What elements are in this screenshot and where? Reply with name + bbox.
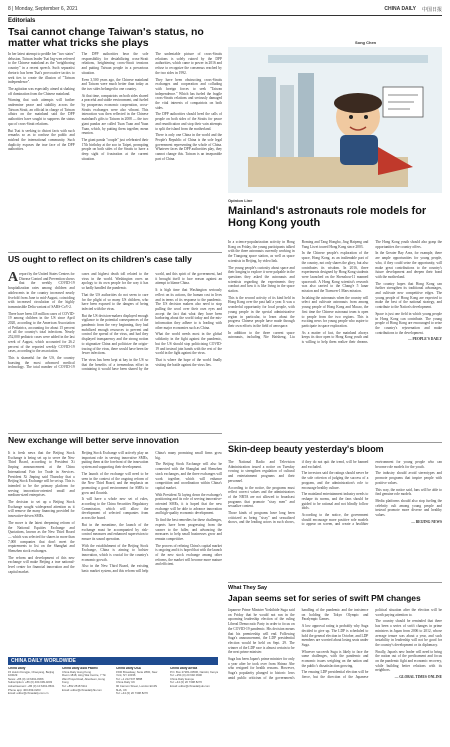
paragraph: There have been 4.8 million cases of COVID-19 among children in the US since April 2020, according to the American Association of Pediatrics, accounting for about 15 percent of all the country's total infections. Nearly 252,000 pediatric cases were added in the last week of August, which accounted for 26.2 percent of the reported weekly COVID-19 cases, according to the association. xyxy=(8,311,75,354)
astronaut-headline: Mainland's astronauts role models for Hong Kong youth xyxy=(228,205,427,229)
contact-line: Email: editor@chinadaily.com.cn xyxy=(8,691,49,696)
paragraph: A report by the United States Centers for Disease Control and Prevention shows that the weekly COVID-19 hospitalization rates among children and adolescents in the country increased nearly fivefold from June to mid-August, coinciding with increased circulation of the highly transmissible Delta variant of SARS-CoV-2. xyxy=(8,270,75,309)
japan-body xyxy=(228,608,442,743)
section-editorials: Editorials xyxy=(8,18,36,24)
paragraph: Suga has been Japan's prime minister for only a year after he took over from Shinzo Abe who resigned for health reasons. However, Suga's popularity plunged to historic lows amid public criticism of the government's handling of the pandemic and the insistence on holding the Tokyo Olympic and Paralympic Games. xyxy=(228,608,369,680)
contact-line: Email: editor@chinadailyuk.com xyxy=(170,683,210,688)
divider-3 xyxy=(228,442,442,443)
illustration-credit: Song Chen xyxy=(355,40,377,45)
contact-column xyxy=(170,667,218,741)
paragraph: That is where the hope of the world finally visiting the battle against the virus lies. xyxy=(155,357,222,367)
paragraph: Whoever succeeds Suga is likely to face the same challenges, with the pandemic and economic issues weighing on the nation and the public's dissatisfaction growing. xyxy=(301,649,369,668)
paragraph: According to the notice, the programs must reflect correct values and the administrators of the NRTA are not allowed to broadcast programs that promote "sissy men" and sexualize content. xyxy=(228,485,295,509)
paragraph: Also in the New Third Board, the existing basic market system, and this reform will help China's many promising small firms grow big. xyxy=(81,451,222,574)
drop-cap: A xyxy=(8,270,19,285)
contact-line: Tel: +1 212 537 8888 xyxy=(116,676,143,681)
paragraph: The ensuing LDP presidential election will be fierce, but the direction of the Japanese political situation after the election will be worth paying attention to. xyxy=(301,608,442,680)
contact-line: 90 Cannon Street, London EC4N 6HA, UK xyxy=(116,683,158,692)
paragraph: Media platforms should also stop fueling the celebrity cult among young people and instead promote more diverse and healthy values. xyxy=(375,498,442,518)
paragraph: There is only one China in the world and the People's Republic of China is the sole legal government representing the whole of China. Whatever faces the DPP authorities play, they cannot change this. Taiwan is an inseparable part of China. xyxy=(155,133,222,161)
paragraph: A low approval rating is probably why Suga decided to give up. The LDP is scheduled to hold the general election in October, and LDP members are worried about losing seats under Suga. xyxy=(301,624,369,647)
paragraph: The Beijing Stock Exchange will also be connected with the Shanghai and Shenzhen stock exchanges, and the three exchanges will work together, which will enhance competition and coordination within China's capital market. xyxy=(155,462,222,490)
contact-line: Tel: +852 2518 5111 xyxy=(62,683,88,688)
paragraph: Warning that such attempts will further undermine peace and stability across the Taiwan Strait, an official in charge of Taiwan affairs on the mainland said the DPP authorities have sought to suppress the status quo of cross-Strait relations. xyxy=(8,98,75,126)
divider-2 xyxy=(8,433,222,434)
page-header xyxy=(8,4,442,14)
paragraph: It is high time that Washington seriously reflect on its actions, the human cost in lives and in terms of its response to the pandemic. The US decision makers also need to stop pulling the wool over their own eyes and accept the fact that what they have been harboring about the world today and the mis-information they adhere to is leading with other major economies such as China. xyxy=(155,288,222,330)
contact-office-name: China Daily Africa xyxy=(170,667,198,670)
paragraph: What the world needs most in the global solidarity in the fight against the pandemic, but the US should stop politicizing COVID-19 and instead join hands with the rest of the world in the fight against the virus. xyxy=(155,332,222,356)
paragraph: The DPP authorities bear the sole responsibility for destabilizing cross-Strait relations, heightening cross-Strait tensions and putting Taiwan people in a precarious situation. xyxy=(81,52,149,75)
contact-line: Tel: +254 (0) 20 692 0900 xyxy=(170,673,202,678)
contact-line: 1500 Broadway, Suite 2800, New York, NY 10036 xyxy=(116,669,158,678)
contact-line: Phone app: 400-699-0203 xyxy=(8,687,41,692)
contact-column xyxy=(62,667,110,741)
editorial-cartoon xyxy=(228,47,442,193)
paragraph: But Tsai is seeking to distort facts with such remarks so as to confuse the public and mislead the international community. Such duplicity exposes the true face of the DPP authorities. xyxy=(8,128,75,152)
paragraph: This is the second activity of its kind held in Hong Kong over the past half a year. It was a wonderful opportunity for local people, with young people in the special administrative region in particular, to learn about the progress Chinese people have made through their own efforts in the field of aerospace. xyxy=(228,295,295,328)
japan-headline: Japan seems set for series of swift PM changes xyxy=(228,593,421,603)
paragraph: The country hopes that Hong Kong can further strengthen its traditional advantages, and cultivate new competitive edges. The young people of Hong Kong are expected to make the best of the national strategy, and contribute to the Nation's development. xyxy=(375,281,442,310)
brand-name-cn: 中国日报 xyxy=(421,6,442,13)
paragraph: The agitation was especially aimed at shaking off domination from the Chinese mainland. xyxy=(8,86,75,96)
skin-body xyxy=(228,460,442,580)
divider-4 xyxy=(228,582,442,583)
paragraph: It is fresh news that the Beijing Stock Exchange is being set up to serve the New Third Board, according to President Xi Jinping announcement at the China International Fair for Trade in Services. President Xi Jinping said Thursday that a Beijing Stock Exchange will be set up. This is intended to be the primary platform for serving innovation-oriented small and medium-sized enterprises. xyxy=(8,451,75,498)
exchange-body xyxy=(8,451,222,654)
paragraph: As a matter of fact, the mainland always keeps its door open to Hong Kong youth and is willing to help them realize their dreams. The Hong Kong youth should also grasp the opportunities the country offers. xyxy=(301,240,442,345)
paragraph: The National Radio and Television Administration issued a notice on Tuesday vowing to strengthen regulation of cultural and entertainment programs and their personnel. xyxy=(228,460,295,483)
contact-line: Email: editor@chinadailyhk.com xyxy=(62,687,102,692)
paragraph: Japanese Prime Minister Yoshihide Suga said on Friday that he would not run in the upcoming leadership election of the ruling Liberal Democratic Party in order to focus on the COVID-19 pandemic. His decision means that his premiership will end. Following Suga's announcement, the LDP presidential election would be held on Sept. 29. The winner of the LDP race is almost certain to be the next prime minister. xyxy=(228,608,295,655)
paragraph: This way, the notice said, fans will be able to find genuine role models. xyxy=(375,487,442,497)
paragraph: In the Greater Bay Area, for example, there are ample opportunities for young people, who, if they could seize the opportunity, will make great contributions to the country's future development and deepen their bond with the motherland. xyxy=(375,251,442,279)
contact-line: China Daily UK xyxy=(116,680,135,685)
paragraph: With the establishment of the Beijing Stock Exchange, China is aiming to bolster innovation, which is crucial for the country's economic growth. xyxy=(81,543,149,562)
contact-office-name: China Daily USA xyxy=(116,667,141,670)
paragraph: In her latest attempt to peddle her "two states" delusion, Taiwan leader Tsai Ing-wen referred to the Chinese mainland as the "neighboring country" in a recent speech. Such separatist rhetoric has been Tsai's provocative tactics to seek ties to create the illusion of "Taiwan independence". xyxy=(8,52,75,85)
contact-column xyxy=(116,667,164,741)
contact-line: 15 Huixin Dongjie, Chaoyang, Beijing 100029 xyxy=(8,669,55,678)
astronaut-byline: Opinion Line xyxy=(228,198,253,203)
contact-line: News: +86 (0) 10 6491-8366 xyxy=(8,676,44,681)
contact-office-name: China Daily Asia Pacific xyxy=(62,667,99,670)
astronaut-body xyxy=(228,240,442,440)
paragraph: The young people's curiosity about space and their longing to explore it were palpable in the questions they asked the astronauts and scientists regarding the experiments they conduct and how it is like living in the space station. xyxy=(228,265,295,294)
paragraph: But in the meantime, the launch of the exchange must be accompanied by risk-control measures and enhanced supervision to ensure its sound operation. xyxy=(81,522,149,541)
contact-column xyxy=(8,667,56,741)
worldwide-contacts xyxy=(8,667,218,741)
paragraph: Those kinds of programs have long been criticized as being "sissy" and sexualized shows, and the leading actors in such shows, if they do not quit the trend, will be banned and excluded. xyxy=(228,460,369,525)
us-headline: US ought to reflect on its children's case tally xyxy=(8,254,192,264)
exchange-headline: New exchange will better serve innovation xyxy=(8,435,179,445)
skin-headline: Skin-deep beauty yesterday's bloom xyxy=(228,444,384,454)
paragraph: The process of refining China's capital market is ongoing and it is hoped that with the launch of the new stock exchange among other reforms, the market will become more mature and efficient. xyxy=(155,543,222,567)
masthead xyxy=(384,6,442,13)
contact-line: Tel: +44 (0) 20 7398 8270 xyxy=(170,680,202,685)
paragraph: The decision to set up a Beijing Stock Exchange sought widespread attention as it will remove the many financing provided for innovative-driven SMEs. xyxy=(8,500,75,519)
contact-line: China Daily Europe xyxy=(170,676,195,681)
paragraph: The mainland entertainment industry needs to reshape its norms, and the fans should be guided to be rational and not blindly follow idols. xyxy=(301,492,369,511)
contact-line: P.O. Box 27281-00506, Nairobi, Kenya xyxy=(170,669,218,674)
tsai-body xyxy=(8,52,222,252)
paragraph: According to the notice, the government should encourage more positive role models to appear on screen, and create a healthier environment for young people who can become role models for the youth. xyxy=(301,460,442,527)
tsai-headline: Tsai cannot change Taiwan's status, no matter what tricks she plays xyxy=(8,26,204,50)
us-body xyxy=(8,272,222,432)
paragraph: The virus has been kept at bay in the US so that the benefits of a tremendous effort in containing it would have been shared by the world, and this spirit of the government, had it brought itself to face reason against an attempt to blame China. xyxy=(81,272,222,372)
paragraph: But the US decision-makers displayed enough vigilance to the potential consequences of the pandemic from the very beginning, they had mobilized enough resources to prevent and control the spread of the virus, and had they displayed transparency and the strong notion to stigmatize China and politicize the origin-tracing of the virus, there would have been far fewer infections. xyxy=(81,313,149,356)
source-signature: — BEIJING NEWS xyxy=(411,519,442,524)
paragraph: In the Chinese people's exploration of the space, Hong Kong, as an inalienable part of the country, not only shares the glory, but also contributes its wisdom. In 2016, three experiments designed by Hong Kong students were launched on the Shenzhou-11 manned spacecraft. A Hong Kong scientist's research was also carried to the Chang'e 5 lunar mission and the Tianwen-1 Mars mission. xyxy=(301,251,369,294)
paragraph: Beijing Stock Exchange will actively play an important role in serving innovative SMEs, putting them at the forefront of the innovation system and supporting their development. xyxy=(81,451,149,470)
contact-line: Room 1818, Hing Wai Centre, 7 Tin Wan Praya Road, Aberdeen, Hong Kong xyxy=(62,673,107,685)
paragraph: In addition to the three current space astronauts, including Nie Haisheng, Liu Boming and Tang Hongbo, Jing Haipeng and Yang Liwei toured Hong Kong since 2003. xyxy=(228,240,369,340)
divider-1 xyxy=(8,252,222,253)
paragraph: It will have a whole new set of rules, according to the China Securities Regulatory Commission, which will allow the development of selected companies from across the board. xyxy=(81,497,149,521)
contact-line: China Daily Hong Kong xyxy=(62,669,92,674)
paragraph: Finally, Japan's new leader will need to bring the nation out of the predicament and focus on the pandemic fight and economic recovery, while building better relations with its neighbors. xyxy=(375,649,442,673)
paragraph: The reform and development of this new exchange will make Beijing a true national-level center for financial innovation and the capital market. xyxy=(8,555,75,574)
paragraph: With President Xi laying down the exchange's positioning and its role of serving innovative-oriented SMEs, it is hoped that the new exchange will be able to advance innovation and high-quality economic development. xyxy=(155,492,222,516)
paragraph: In taking the astronauts when the country will select and cultivate astronauts from among young people of Hong Kong and Macao, the first time the Chinese astronaut team is open to people from the two regions. This is exciting news for young people who aspire to participate in space exploration. xyxy=(301,295,369,328)
section-what-they-say: What They Say xyxy=(228,585,268,591)
paragraph: The DPP authorities should heed the calls of people on both sides of the Straits for peace and reunification and stop their vain attempts to split the island from the motherland. xyxy=(155,112,222,131)
worldwide-bar: CHINA DAILY WORLDWIDE xyxy=(8,657,218,665)
header-rule xyxy=(8,15,442,16)
paragraph: The country should be reminded that there has been a series of swift changes in prime ministers in Japan from 2006 to 2012, whose average tenure was about a year, and such instability in leadership will not be good for the country's development or its diplomacy. xyxy=(375,619,442,647)
source-signature: — GLOBAL TIMES ONLINE xyxy=(394,675,442,680)
paragraph: At that time, compatriots on both sides shared a peaceful and stable environment, and fueled by prosperous economic cooperation, cross-Straits exchanges were also vibrant. This interaction was then reflected in the Chinese mainland's gifts to Taiwan in 2008 — the two giant pandas are called Tuan Tuan and Yuan Yuan, which, by putting them together, mean reunion. xyxy=(81,93,149,136)
page-date: 8 | Monday, September 6, 2021 xyxy=(8,6,78,12)
paragraph: That the US authorities do not seem to care for the plight of so many US children, who have been exposed to the dangers of being infected with the virus. xyxy=(81,292,149,311)
paragraph: The giant panda "couple" just celebrated their 17th birthday at the zoo in Taipei, prompting people on both sides of the Straits to have a deep sight of frustration at the current situation. xyxy=(81,137,149,161)
paragraph: The investors said the ratings should never be the sole criterion of judging the success of a program, and the administration's role to encourage healthy culture. xyxy=(301,471,369,490)
brand-name: CHINA DAILY xyxy=(384,6,416,12)
paragraph: In a science-popularization activity in Hong Kong on Friday, the young participants talked with the three astronauts currently working in the Tiangong space station, as well as space scientists in Beijing, by video link. xyxy=(228,240,295,263)
paragraph: The move is the latest deepening reform of the National Equities Exchange and Quotations, known as the New Third Board — which was selected for shares in more than 7,000 companies that don't meet the requirements to list on the Shanghai and Shenzhen stock exchanges. xyxy=(8,520,75,554)
paragraph: Even 3,500 years ago, the Chinese mainland and Taiwan were much better than today as the two sides belonged to one country. xyxy=(81,77,149,91)
source-signature: — PEOPLE'S DAILY xyxy=(407,337,442,342)
paragraph: The undeniable picture of cross-Straits relations is solely ruined by the DPP authorities, which came to power in 2016 and refuse to recognize the consensus reached by the two sides in 1992. xyxy=(155,52,222,75)
paragraph: The launch of the exchange will need to be seen in the context of the ongoing reform of the New Third Board, and the emphasis on promoting a good environment for SMEs to grow and flourish. xyxy=(81,471,149,495)
paragraph: Space is just one field in which young people in Hong Kong can contribute. The young people of Hong Kong are encouraged to seize the country's rejuvenation and make contributions to the development. xyxy=(375,311,442,335)
contact-line: Tel: +44 (0) 20 7398 8270 xyxy=(116,691,148,696)
paragraph: This is shameful for the US, the country boasting the most advanced medical technology. The total number of COVID-19 cases and highest death toll related to the virus in the world. Washington owes an apology to its own people for the way it has so badly handled the pandemic. xyxy=(8,272,149,370)
paragraph: To find the best remedies for these challenges, experts have been progressing from the sooner to the fuller, and advancing the measures to help small businesses grow and remain competitive. xyxy=(155,518,222,541)
paragraph: They have been obstructing cross-Straits exchanges and cooperation and colluding with foreign forces to seek "Taiwan independence." Which has fueled the fragile cross-Straits relations and seriously damaged the vital interests of compatriots on both sides. xyxy=(155,77,222,110)
contact-line: Advertisement: +86 (0) 10 6491-8631 xyxy=(8,683,55,688)
paragraph: The industry should avoid stereotypes and promote programs that inspire people with positive values. xyxy=(375,471,442,485)
cartoon-illustration xyxy=(228,47,442,193)
contact-office-name: China Daily xyxy=(8,667,26,670)
contact-line: Subscription: +86 (0) 400-699-0203 xyxy=(8,680,53,685)
